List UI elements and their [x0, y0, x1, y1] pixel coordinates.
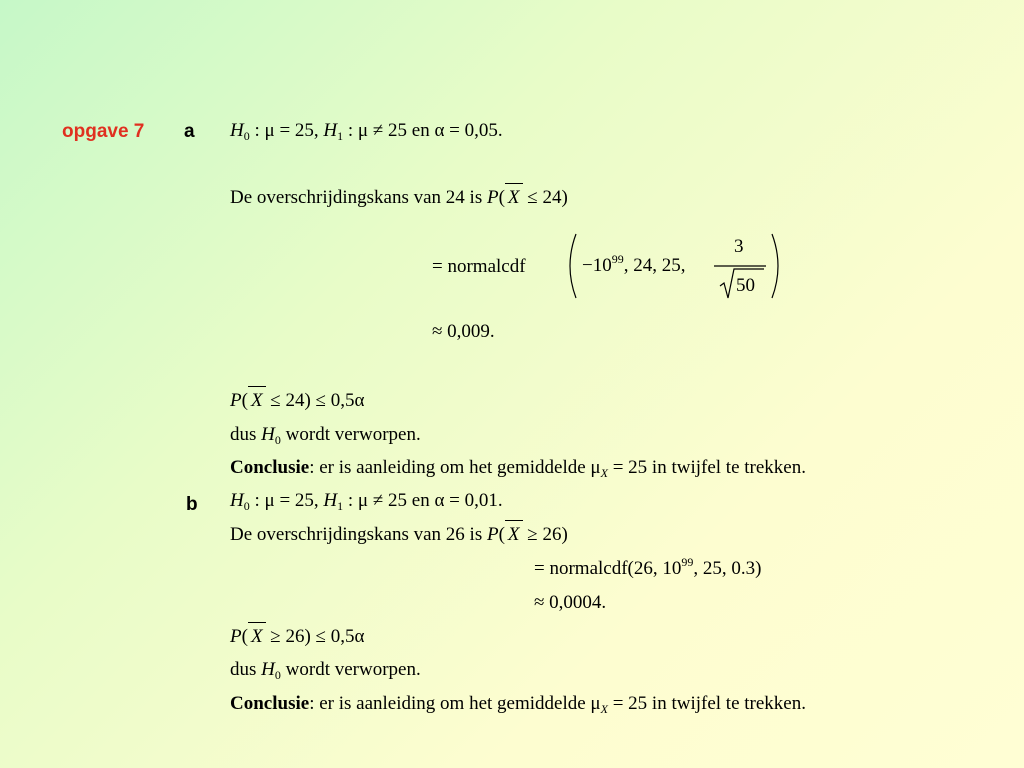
part-a-hypotheses: $H_0$ : μ = 25, $H_1$ : μ ≠ 25 en α = 0,05.: [230, 120, 503, 143]
part-a-label: a: [184, 121, 195, 142]
part-a-p-line: P( X ≤ 24) ≤ 0,5α: [230, 390, 365, 411]
part-b-hypotheses: $H_0$ : μ = 25, $H_1$ : μ ≠ 25 en α = 0,01.: [230, 490, 503, 513]
part-a-approx: ≈ 0,009.: [432, 321, 495, 342]
fraction-numerator: 3: [734, 236, 744, 257]
fraction-denominator: 50: [736, 275, 755, 296]
part-b-label: b: [186, 494, 198, 515]
part-b-dus-line: dus $H_0$ wordt verworpen.: [230, 659, 421, 682]
part-a-dus-line: dus $H_0$ wordt verworpen.: [230, 424, 421, 447]
part-b-approx: ≈ 0,0004.: [534, 592, 607, 613]
part-b-p-line: P( X ≥ 26) ≤ 0,5α: [230, 626, 365, 647]
part-b-exceedance-text: De overschrijdingskans van 26 is P( X ≥ 26): [230, 524, 568, 545]
part-a-exceedance-text: De overschrijdingskans van 24 is P( X ≤ 24): [230, 187, 568, 208]
part-a-conclusion: Conclusie: er is aanleiding om het gemiddelde $\mu_X = 25$ in twijfel te trekken.: [230, 457, 806, 480]
part-a-normalcdf-args: $-10^{99}$, 24, 25, 3 50: [564, 228, 784, 304]
part-a-normalcdf-prefix: = normalcdf: [432, 256, 526, 277]
part-b-normalcdf: = normalcdf(26, $10^{99}$, 25, 0.3): [534, 555, 762, 579]
exercise-title: opgave 7: [62, 121, 145, 142]
part-b-conclusion: Conclusie: er is aanleiding om het gemiddelde $\mu_X = 25$ in twijfel te trekken.: [230, 693, 806, 716]
